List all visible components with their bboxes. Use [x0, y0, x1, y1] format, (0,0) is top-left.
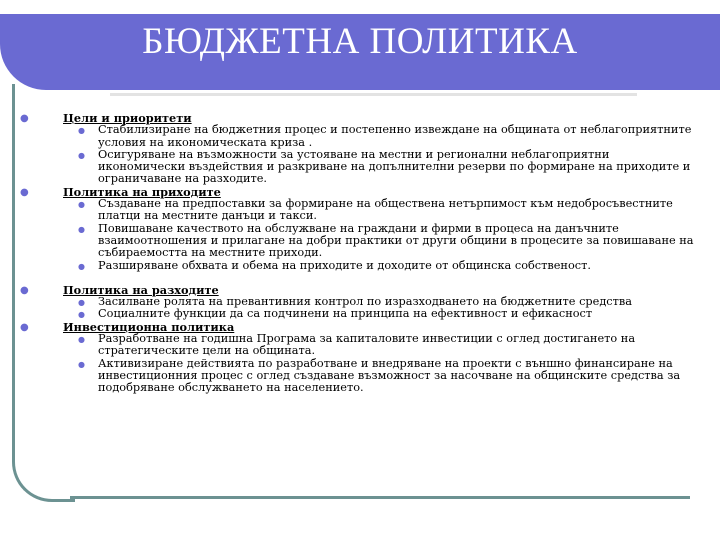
bullet-circle-icon: ●	[20, 321, 29, 333]
bullet-circle-icon: ●	[78, 200, 85, 210]
section-heading: ● Политика на разходите	[20, 282, 219, 297]
bullet-circle-icon: ●	[78, 126, 85, 136]
bottom-frame-decoration	[70, 496, 690, 499]
bullet-circle-icon: ●	[78, 335, 85, 345]
list-item: ● Социалните функции да са подчинени на принципа на ефективност и ефикасност	[78, 307, 593, 321]
list-item: ● Осигуряване на възможности за устояване на местни и регионални неблагоприятни икономически въздействия и разкриване на допълнителни резерви по формиране на приходите и ограничаване на разходите.	[78, 147, 691, 186]
bullet-circle-icon: ●	[78, 310, 85, 320]
list-item: ● Активизиране действията по разработване и внедряване на проекти с външно финансиране на инвестиционния процес с оглед създаване възможност за насочване на общинските средства за подобряване обслужването на населението.	[78, 356, 681, 395]
section-heading: ● Политика на приходите	[20, 184, 221, 199]
bullet-circle-icon: ●	[78, 298, 85, 308]
title-underline	[110, 93, 637, 96]
bullet-circle-icon: ●	[20, 284, 29, 296]
list-item: ● Създаване на предпоставки за формиране на обществена нетърпимост към недобросъвестните платци на местните данъци и такси.	[78, 197, 673, 223]
list-item: ● Стабилизиране на бюджетния процес и постепенно извеждане на общината от неблагоприятните условия на икономическата криза .	[78, 123, 692, 149]
section-heading: ● Инвестиционна политика	[20, 319, 235, 334]
bullet-circle-icon: ●	[78, 150, 85, 160]
section-heading: ● Цели и приоритети	[20, 111, 192, 125]
slide-title: БЮДЖЕТНА ПОЛИТИКА	[142, 21, 578, 62]
bullet-circle-icon: ●	[78, 261, 85, 271]
bullet-circle-icon: ●	[78, 224, 85, 234]
bullet-circle-icon: ●	[20, 113, 29, 124]
list-item: ● Разработване на годишна Програма за капиталовите инвестиции с оглед достигането на стратегическите цели на общината.	[78, 332, 636, 358]
bullet-circle-icon: ●	[20, 186, 29, 198]
slide-content	[20, 112, 700, 395]
bullet-circle-icon: ●	[78, 359, 85, 369]
list-item: ● Повишаване качеството на обслужване на граждани и фирми в процеса на данъчните взаимоотношения и прилагане на добри практики от други общини в процесите за повишаване на събираемостта на местните приходи.	[78, 221, 694, 260]
list-item: ● Разширяване обхвата и обема на приходите и доходите от общинска собственост.	[78, 258, 591, 272]
list-item: ● Засилване ролята на превантивния контрол по изразходването на бюджетните средства	[78, 295, 632, 309]
